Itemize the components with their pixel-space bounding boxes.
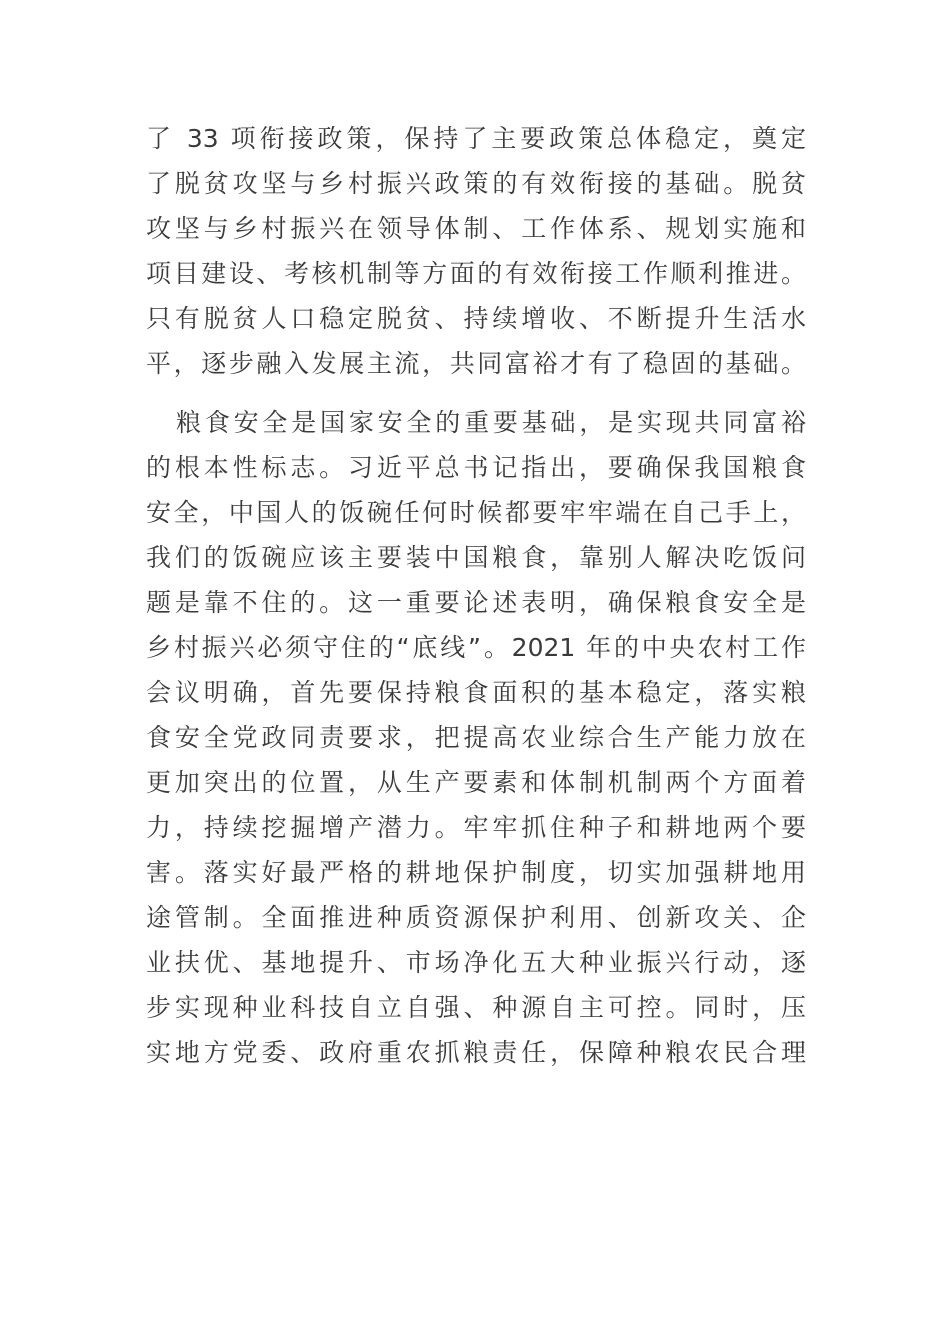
paragraph-2-line: 的根本性标志。习近平总书记指出，要确保我国粮食	[146, 453, 806, 482]
paragraph-1-line: 只有脱贫人口稳定脱贫、持续增收、不断提升生活水	[146, 304, 806, 333]
paragraph-2	[146, 400, 806, 1075]
paragraph-1-line: 平，逐步融入发展主流，共同富裕才有了稳固的基础。	[146, 349, 806, 378]
paragraph-2-line: 我们的饭碗应该主要装中国粮食，靠别人解决吃饭问	[146, 543, 806, 572]
paragraph-1-line: 攻坚与乡村振兴在领导体制、工作体系、规划实施和	[146, 214, 806, 243]
paragraph-1-line: 了脱贫攻坚与乡村振兴政策的有效衔接的基础。脱贫	[146, 169, 806, 198]
paragraph-2-line: 会议明确，首先要保持粮食面积的基本稳定，落实粮	[146, 678, 806, 707]
document-body	[146, 116, 806, 1075]
paragraph-2-line: 题是靠不住的。这一重要论述表明，确保粮食安全是	[146, 588, 806, 617]
paragraph-2-line: 实地方党委、政府重农抓粮责任，保障种粮农民合理	[146, 1038, 806, 1067]
paragraph-1-line: 了 33 项衔接政策，保持了主要政策总体稳定，奠定	[146, 124, 806, 153]
paragraph-2-line: 粮食安全是国家安全的重要基础，是实现共同富裕	[176, 408, 806, 437]
paragraph-2-line: 步实现种业科技自立自强、种源自主可控。同时，压	[146, 993, 806, 1022]
paragraph-1	[146, 116, 806, 386]
paragraph-2-line: 力，持续挖掘增产潜力。牢牢抓住种子和耕地两个要	[146, 813, 806, 842]
paragraph-2-line: 更加突出的位置，从生产要素和体制机制两个方面着	[146, 768, 806, 797]
paragraph-2-line: 乡村振兴必须守住的“底线”。2021 年的中央农村工作	[146, 633, 806, 662]
paragraph-2-line: 害。落实好最严格的耕地保护制度，切实加强耕地用	[146, 858, 806, 887]
paragraph-1-line: 项目建设、考核机制等方面的有效衔接工作顺利推进。	[146, 259, 806, 288]
paragraph-2-line: 安全，中国人的饭碗任何时候都要牢牢端在自己手上，	[146, 498, 806, 527]
paragraph-2-line: 食安全党政同责要求，把提高农业综合生产能力放在	[146, 723, 806, 752]
paragraph-2-line: 途管制。全面推进种质资源保护利用、创新攻关、企	[146, 903, 806, 932]
paragraph-spacer	[146, 386, 806, 400]
paragraph-2-line: 业扶优、基地提升、市场净化五大种业振兴行动，逐	[146, 948, 806, 977]
